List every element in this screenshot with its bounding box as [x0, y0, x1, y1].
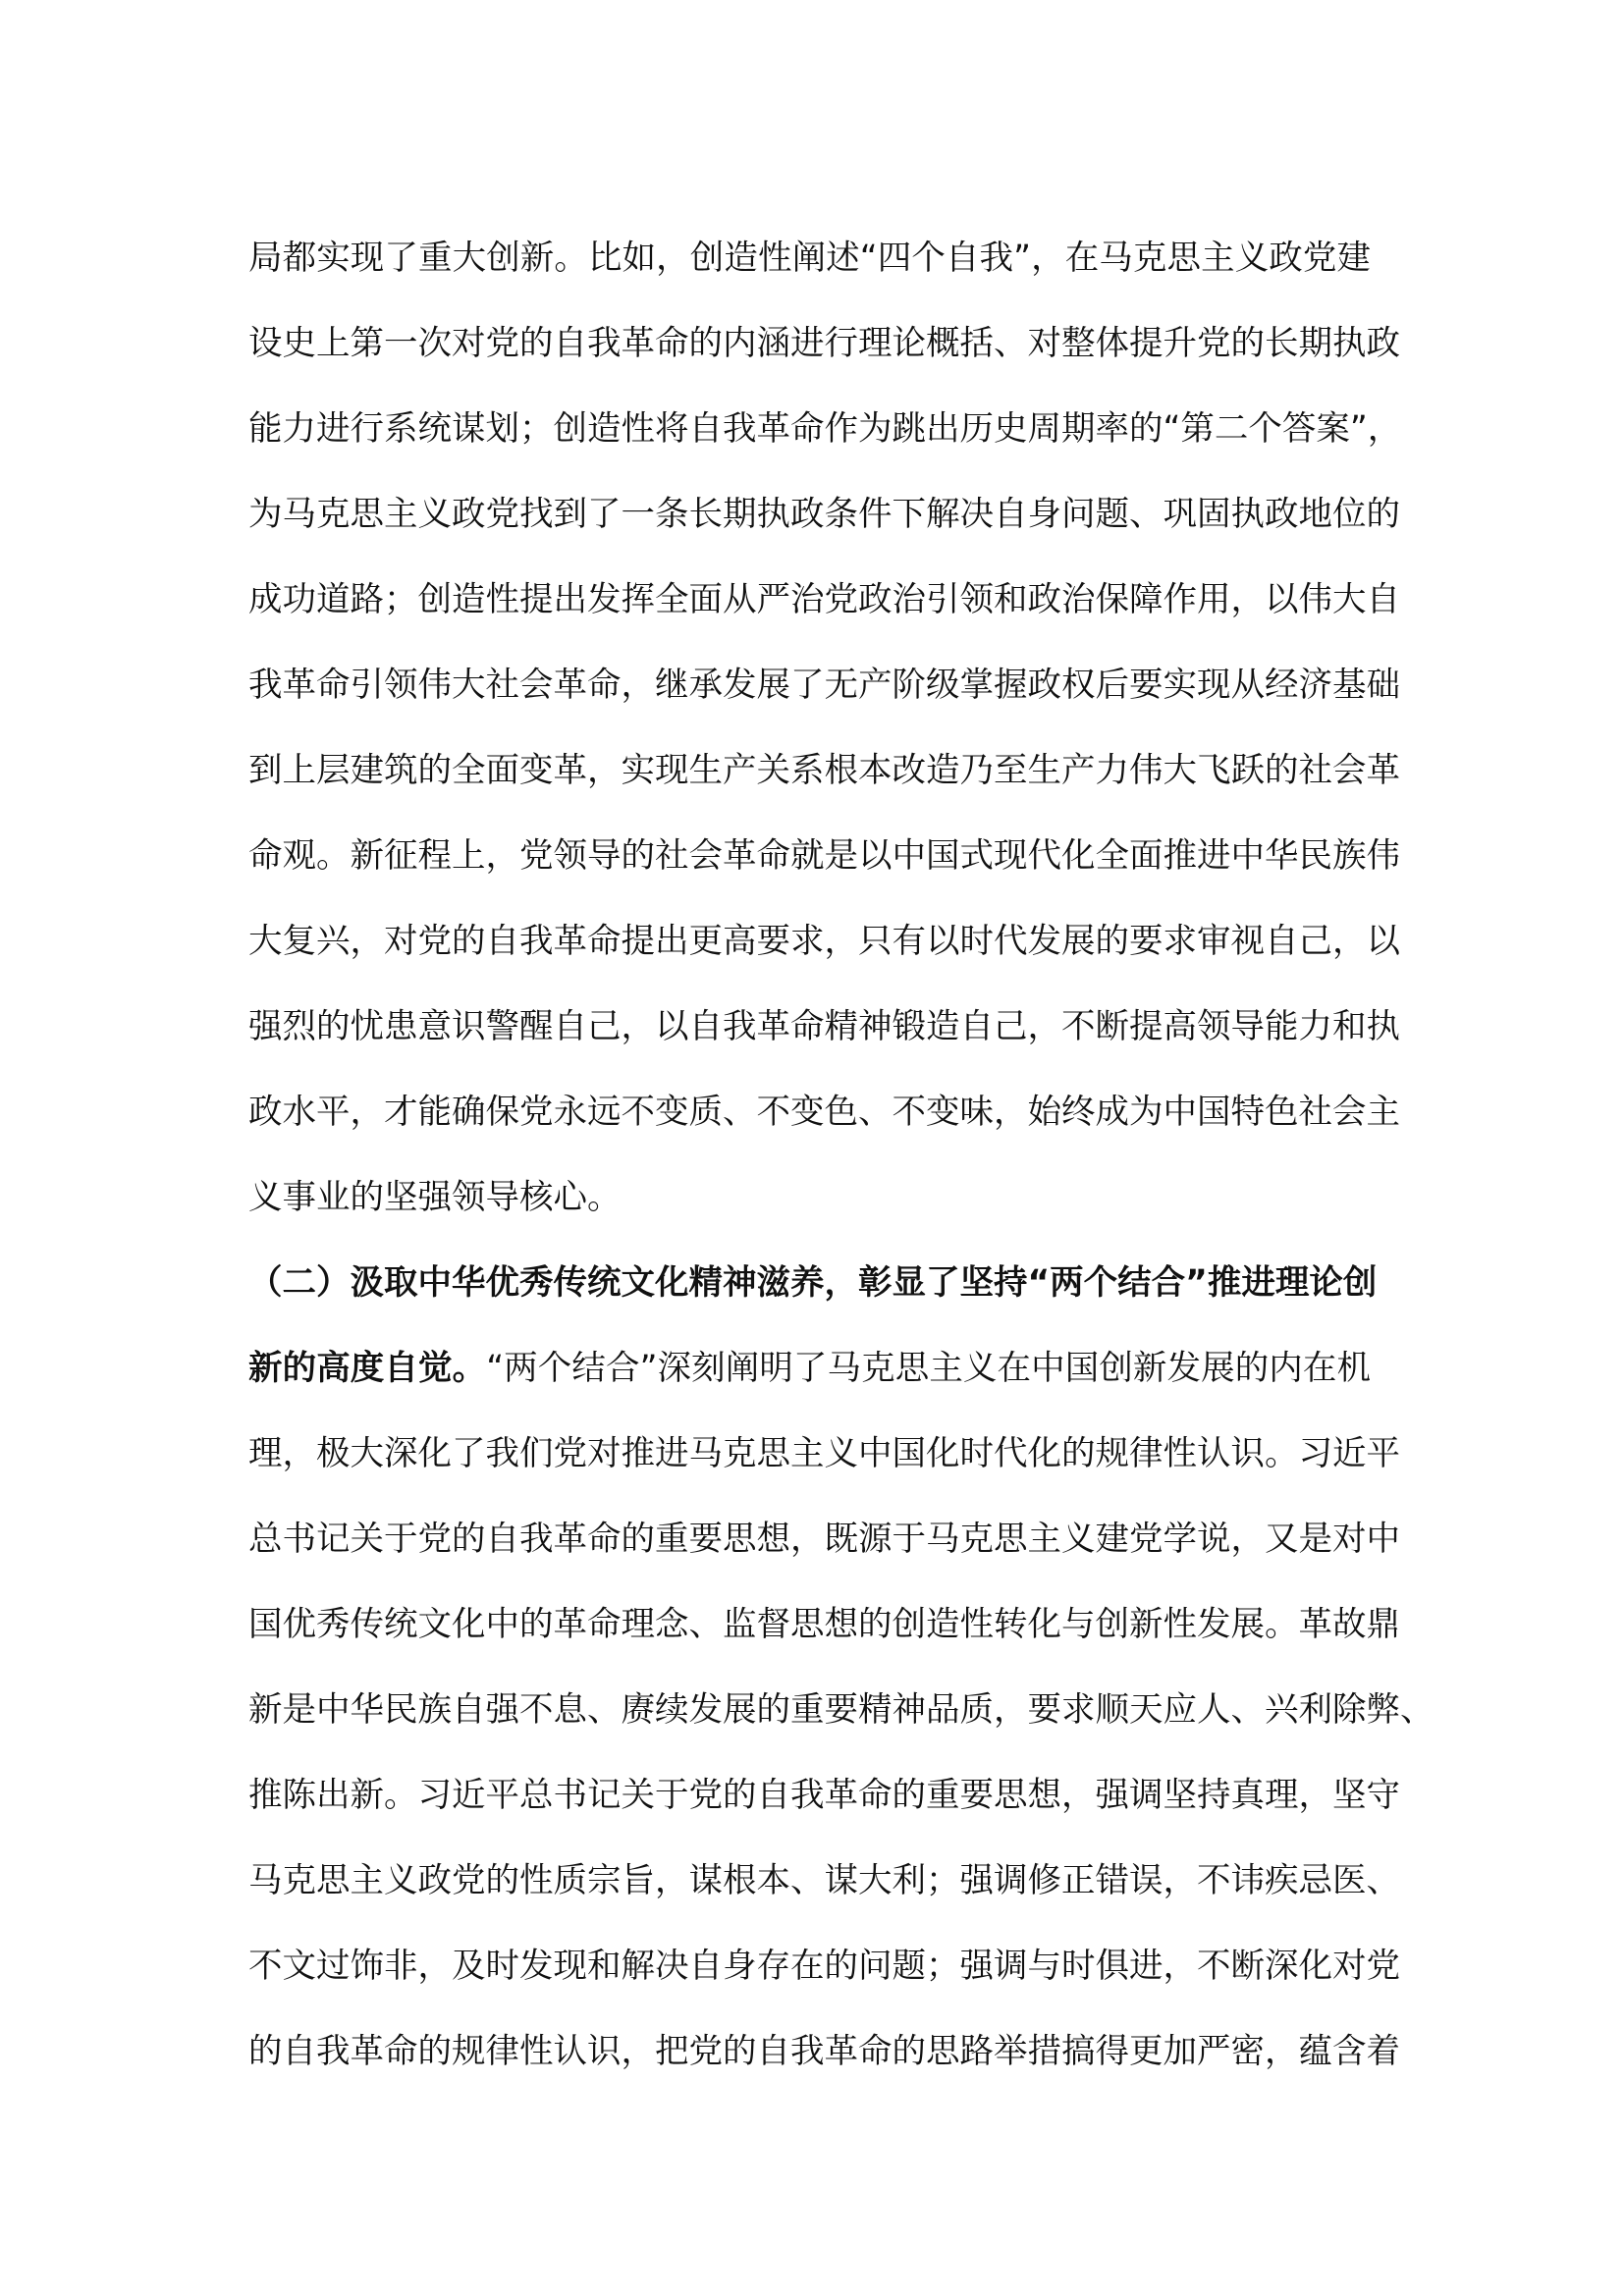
paragraph-line: 义事业的坚强领导核心。 [248, 1178, 622, 1217]
paragraph-line: 的自我革命的规律性认识，把党的自我革命的思路举措搞得更加严密，蕴含着 [248, 2032, 1400, 2071]
paragraph-line: 局都实现了重大创新。比如，创造性阐述“四个自我”，在马克思主义政党建 [248, 239, 1371, 278]
paragraph-line: 为马克思主义政党找到了一条长期执政条件下解决自身问题、巩固执政地位的 [248, 495, 1400, 534]
paragraph-line: 国优秀传统文化中的革命理念、监督思想的创造性转化与创新性发展。革故鼎 [248, 1605, 1400, 1644]
paragraph-line: 不文过饰非，及时发现和解决自身存在的问题；强调与时俱进，不断深化对党 [248, 1947, 1400, 1986]
paragraph-line [248, 1339, 1371, 1398]
paragraph-line: 推陈出新。习近平总书记关于党的自我革命的重要思想，强调坚持真理，坚守 [248, 1776, 1400, 1815]
paragraph-line: 新是中华民族自强不息、赓续发展的重要精神品质，要求顺天应人、兴利除弊、 [248, 1690, 1435, 1730]
paragraph-line: 能力进行系统谋划；创造性将自我革命作为跳出历史周期率的“第二个答案”， [248, 409, 1402, 449]
paragraph-line: 成功道路；创造性提出发挥全面从严治党政治引领和政治保障作用，以伟大自 [248, 580, 1400, 619]
paragraph-line: 命观。新征程上，党领导的社会革命就是以中国式现代化全面推进中华民族伟 [248, 836, 1400, 876]
section-heading: （二）汲取中华优秀传统文化精神滋养，彰显了坚持“两个结合”推进理论创 [248, 1263, 1378, 1303]
paragraph-text: “两个结合”深刻阐明了马克思主义在中国创新发展的内在机 [486, 1349, 1372, 1388]
paragraph-line: 我革命引领伟大社会革命，继承发展了无产阶级掌握政权后要实现从经济基础 [248, 666, 1400, 705]
paragraph-line: 理，极大深化了我们党对推进马克思主义中国化时代化的规律性认识。习近平 [248, 1434, 1400, 1473]
paragraph-line: 政水平，才能确保党永远不变质、不变色、不变味，始终成为中国特色社会主 [248, 1093, 1400, 1132]
section-heading-tail: 新的高度自觉。 [248, 1349, 487, 1388]
paragraph-line: 设史上第一次对党的自我革命的内涵进行理论概括、对整体提升党的长期执政 [248, 324, 1400, 363]
paragraph-line: 强烈的忧患意识警醒自己，以自我革命精神锻造自己，不断提高领导能力和执 [248, 1007, 1400, 1046]
paragraph-line: 总书记关于党的自我革命的重要思想，既源于马克思主义建党学说，又是对中 [248, 1520, 1400, 1559]
paragraph-line: 到上层建筑的全面变革，实现生产关系根本改造乃至生产力伟大飞跃的社会革 [248, 751, 1400, 790]
paragraph-line: 大复兴，对党的自我革命提出更高要求，只有以时代发展的要求审视自己，以 [248, 922, 1400, 961]
paragraph-line: 马克思主义政党的性质宗旨，谋根本、谋大利；强调修正错误，不讳疾忌医、 [248, 1861, 1400, 1900]
